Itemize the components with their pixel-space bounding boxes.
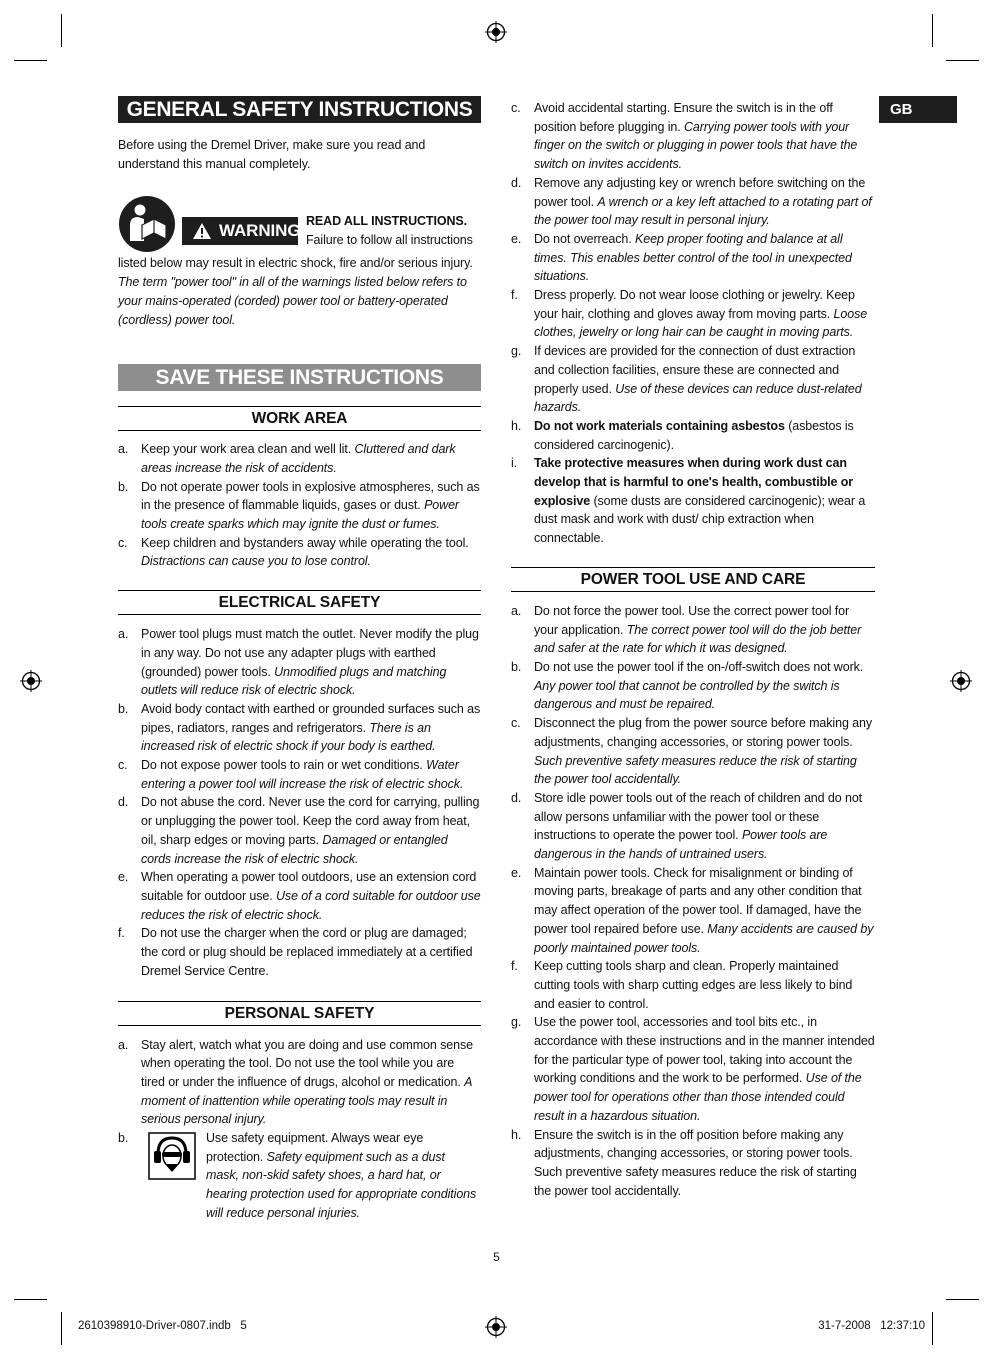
item-bold: Do not work materials containing asbestos bbox=[534, 418, 785, 433]
item-letter: a. bbox=[118, 627, 129, 642]
personal-safety-list-continued bbox=[511, 99, 875, 548]
list-item bbox=[511, 714, 875, 789]
item-italic: A wrench or a key left attached to a rotating part of the power tool may result in personal injury. bbox=[534, 194, 872, 228]
list-item bbox=[511, 417, 875, 454]
item-text: Do not use the power tool if the on-/off-switch does not work. bbox=[534, 659, 864, 674]
item-letter: b. bbox=[118, 701, 129, 716]
item-text: Store idle power tools out of the reach of children and do not allow persons unfamiliar with the power tool or these instructions to operate the power tool. bbox=[534, 790, 863, 843]
item-italic: Cluttered and dark areas increase the risk of accidents. bbox=[141, 442, 456, 475]
personal-safety-heading: PERSONAL SAFETY bbox=[118, 1001, 481, 1026]
item-text: Do not overreach. bbox=[534, 231, 636, 246]
item-italic: Use of a cord suitable for outdoor use reduces the risk of electric shock. bbox=[141, 888, 481, 922]
item-letter: g. bbox=[511, 344, 522, 359]
list-item bbox=[511, 1013, 875, 1125]
item-italic: Many accidents are caused by poorly maintained power tools. bbox=[534, 921, 874, 955]
list-item bbox=[511, 602, 875, 658]
list-item bbox=[511, 864, 875, 958]
warning-first-line: Failure to follow all instructions bbox=[306, 233, 473, 248]
item-text: Avoid accidental starting. Ensure the switch is in the off position before plugging in. bbox=[534, 101, 833, 134]
item-letter: i. bbox=[511, 456, 518, 471]
item-text: Keep cutting tools sharp and clean. Properly maintained cutting tools with sharp cutting edges are less likely to bind and easier to control. bbox=[534, 959, 853, 1011]
item-italic: Loose clothes, jewelry or long hair can be caught in moving parts. bbox=[534, 306, 868, 340]
item-italic: Any power tool that cannot be controlled by the switch is dangerous and must be repaired. bbox=[534, 678, 840, 712]
list-item bbox=[118, 534, 481, 571]
work-area-list bbox=[118, 440, 481, 571]
crop-mark bbox=[932, 14, 933, 47]
item-letter: a. bbox=[118, 1037, 129, 1052]
list-item bbox=[118, 1129, 481, 1223]
item-italic: Power tools create sparks which may ignite the dust or fumes. bbox=[141, 498, 459, 532]
item-text: Do not abuse the cord. Never use the cord for carrying, pulling or unplugging the power tool. Keep the cord away from heat, oil, sharp edges or moving parts. bbox=[141, 795, 480, 847]
list-item bbox=[118, 924, 481, 980]
item-text: Use safety equipment. Always wear eye protection. bbox=[206, 1131, 424, 1164]
item-letter: h. bbox=[511, 1127, 522, 1142]
read-all-heading: READ ALL INSTRUCTIONS. bbox=[306, 214, 467, 229]
item-text: Keep your work area clean and well lit. bbox=[141, 442, 355, 457]
protective-equipment-icon bbox=[148, 1132, 196, 1180]
right-column bbox=[511, 99, 875, 1200]
list-item bbox=[511, 286, 875, 342]
list-item bbox=[511, 174, 875, 230]
registration-mark-icon bbox=[950, 670, 972, 692]
item-text: Do not use the charger when the cord or plug are damaged; the cord or plug should be replaced immediately at a certified Dremel Service Centre. bbox=[141, 926, 473, 978]
personal-safety-list bbox=[118, 1036, 481, 1223]
item-letter: f. bbox=[511, 288, 518, 303]
registration-mark-icon bbox=[20, 670, 42, 692]
item-text: Do not expose power tools to rain or wet conditions. bbox=[141, 758, 427, 773]
warning-block bbox=[118, 198, 481, 254]
item-italic: A moment of inattention while operating tools may result in serious personal injury. bbox=[141, 1074, 472, 1127]
left-column bbox=[118, 96, 481, 1223]
item-letter: e. bbox=[511, 865, 522, 880]
footer-timestamp: 31-7-2008 12:37:10 bbox=[818, 1320, 925, 1332]
save-instructions-banner: SAVE THESE INSTRUCTIONS bbox=[118, 364, 481, 391]
item-italic: Use of these devices can reduce dust-related hazards. bbox=[534, 381, 862, 415]
page-number: 5 bbox=[493, 1250, 500, 1264]
list-item bbox=[118, 756, 481, 793]
crop-mark bbox=[14, 1299, 47, 1300]
warning-label bbox=[182, 217, 301, 245]
read-manual-icon bbox=[118, 195, 176, 253]
registration-mark-icon bbox=[485, 1316, 507, 1338]
item-letter: g. bbox=[511, 1015, 522, 1030]
item-italic: Damaged or entangled cords increase the risk of electric shock. bbox=[141, 832, 448, 866]
item-text: Keep children and bystanders away while operating the tool. bbox=[141, 535, 469, 550]
item-text: Power tool plugs must match the outlet. Never modify the plug in any way. Do not use any adapter plugs with earthed (grounded) power tools. bbox=[141, 627, 479, 679]
page-title: GENERAL SAFETY INSTRUCTIONS bbox=[118, 96, 481, 123]
item-letter: f. bbox=[118, 926, 125, 941]
item-letter: c. bbox=[511, 716, 521, 731]
item-letter: a. bbox=[511, 603, 522, 618]
item-italic: Unmodified plugs and matching outlets will reduce risk of electric shock. bbox=[141, 664, 447, 698]
item-italic: Distractions can cause you to lose control. bbox=[141, 554, 371, 569]
footer-file-name: 2610398910-Driver-0807.indb 5 bbox=[78, 1320, 247, 1332]
electrical-safety-list bbox=[118, 625, 481, 980]
list-item bbox=[118, 793, 481, 868]
power-tool-use-list bbox=[511, 602, 875, 1201]
warning-paragraph bbox=[118, 254, 481, 329]
item-letter: d. bbox=[118, 795, 129, 810]
item-letter: e. bbox=[511, 231, 522, 246]
item-text: (some dusts are considered carcinogenic); wear a dust mask and work with dust/ chip extraction when connectable. bbox=[534, 493, 866, 546]
language-tab: GB bbox=[879, 96, 957, 123]
crop-mark bbox=[14, 60, 47, 61]
crop-mark bbox=[946, 60, 979, 61]
item-text: If devices are provided for the connection of dust extraction and collection facilities, ensure these are connected and properly used. bbox=[534, 344, 856, 396]
crop-mark bbox=[61, 14, 62, 47]
item-italic: Carrying power tools with your finger on the switch or plugging in power tools that have the switch on invites accidents. bbox=[534, 119, 858, 172]
item-letter: e. bbox=[118, 870, 129, 885]
item-text: Stay alert, watch what you are doing and use common sense when operating the tool. Do not use the tool while you are tired or under the influence of drugs, alcohol or medication. bbox=[141, 1037, 473, 1089]
list-item bbox=[511, 99, 875, 174]
crop-mark bbox=[932, 1312, 933, 1345]
item-bold: Take protective measures when during work dust can develop that is harmful to one's health, combustible or explosive bbox=[534, 456, 854, 508]
item-italic: Power tools are dangerous in the hands of untrained users. bbox=[534, 828, 828, 862]
warning-body-italic: The term "power tool" in all of the warnings listed below refers to your mains-operated (corded) power tool or battery-operated (cordless) power tool. bbox=[118, 275, 467, 327]
registration-mark-icon bbox=[485, 21, 507, 43]
list-item bbox=[118, 625, 481, 700]
list-item bbox=[511, 1126, 875, 1201]
item-text: (asbestos is considered carcinogenic). bbox=[534, 418, 854, 452]
item-letter: c. bbox=[118, 535, 128, 550]
work-area-heading: WORK AREA bbox=[118, 406, 481, 431]
electrical-safety-heading: ELECTRICAL SAFETY bbox=[118, 590, 481, 615]
item-letter: b. bbox=[118, 1131, 129, 1146]
item-italic: Safety equipment such as a dust mask, non-skid safety shoes, a hard hat, or hearing protection used for appropriate conditions will reduce personal injuries. bbox=[206, 1149, 477, 1220]
item-italic: The correct power tool will do the job better and safer at the rate for which it was designed. bbox=[534, 622, 862, 656]
item-text: Do not operate power tools in explosive atmospheres, such as in the presence of flammable liquids, gases or dust. bbox=[141, 479, 480, 513]
crop-mark bbox=[61, 1312, 62, 1345]
warning-body: listed below may result in electric shock, fire and/or serious injury. bbox=[118, 256, 473, 271]
item-text: Avoid body contact with earthed or grounded surfaces such as pipes, radiators, ranges and refrigerators. bbox=[141, 701, 481, 735]
item-italic: There is an increased risk of electric shock if your body is earthed. bbox=[141, 720, 436, 754]
item-italic: Use of the power tool for operations other than those intended could result in a hazardous situation. bbox=[534, 1071, 862, 1123]
list-item bbox=[511, 957, 875, 1013]
item-letter: b. bbox=[511, 659, 522, 674]
item-text: Maintain power tools. Check for misalignment or binding of moving parts, breakage of parts and any other condition that may affect operation of the power tool. If damaged, have the power tool repaired before use. bbox=[534, 865, 862, 936]
intro-text: Before using the Dremel Driver, make sure you read and understand this manual completely. bbox=[118, 138, 426, 171]
list-item bbox=[118, 478, 481, 534]
list-item bbox=[511, 342, 875, 417]
warning-text: WARNING bbox=[219, 221, 301, 241]
list-item bbox=[511, 230, 875, 286]
item-italic: Keep proper footing and balance at all times. This enables better control of the tool in unexpected situations. bbox=[534, 231, 852, 284]
list-item bbox=[511, 658, 875, 714]
item-text: Remove any adjusting key or wrench before switching on the power tool. bbox=[534, 175, 866, 209]
item-text: Dress properly. Do not wear loose clothing or jewelry. Keep your hair, clothing and gloves away from moving parts. bbox=[534, 288, 855, 321]
item-italic: Such preventive safety measures reduce the risk of starting the power tool accidentally. bbox=[534, 753, 857, 787]
item-text: When operating a power tool outdoors, use an extension cord suitable for outdoor use. bbox=[141, 870, 477, 903]
item-letter: h. bbox=[511, 418, 522, 433]
list-item bbox=[118, 1036, 481, 1130]
item-letter: d. bbox=[511, 790, 522, 805]
list-item bbox=[118, 700, 481, 756]
item-italic: Water entering a power tool will increase the risk of electric shock. bbox=[141, 758, 464, 791]
item-text: Do not force the power tool. Use the correct power tool for your application. bbox=[534, 603, 850, 637]
list-item bbox=[118, 868, 481, 924]
item-letter: f. bbox=[511, 959, 518, 974]
item-text: Disconnect the plug from the power source before making any adjustments, changing accessories, or storing power tools. bbox=[534, 716, 873, 749]
item-letter: c. bbox=[511, 101, 521, 115]
item-letter: a. bbox=[118, 442, 129, 457]
item-letter: b. bbox=[118, 479, 129, 494]
item-letter: c. bbox=[118, 758, 128, 773]
read-all-instructions bbox=[306, 212, 482, 249]
list-item bbox=[511, 454, 875, 548]
list-item bbox=[118, 440, 481, 477]
item-text: Use the power tool, accessories and tool bits etc., in accordance with these instructions and in the manner intended for the particular type of power tool, taking into account the working conditions and the work to be performed. bbox=[534, 1015, 875, 1086]
item-letter: d. bbox=[511, 175, 522, 190]
crop-mark bbox=[946, 1299, 979, 1300]
warning-triangle-icon bbox=[192, 222, 212, 240]
item-text: Ensure the switch is in the off position before making any adjustments, changing accessories, or storing power tools. Such preventive safety measures reduce the risk of starting the power tool accidentally. bbox=[534, 1127, 857, 1198]
power-tool-use-heading: POWER TOOL USE AND CARE bbox=[511, 567, 875, 592]
list-item bbox=[511, 789, 875, 864]
